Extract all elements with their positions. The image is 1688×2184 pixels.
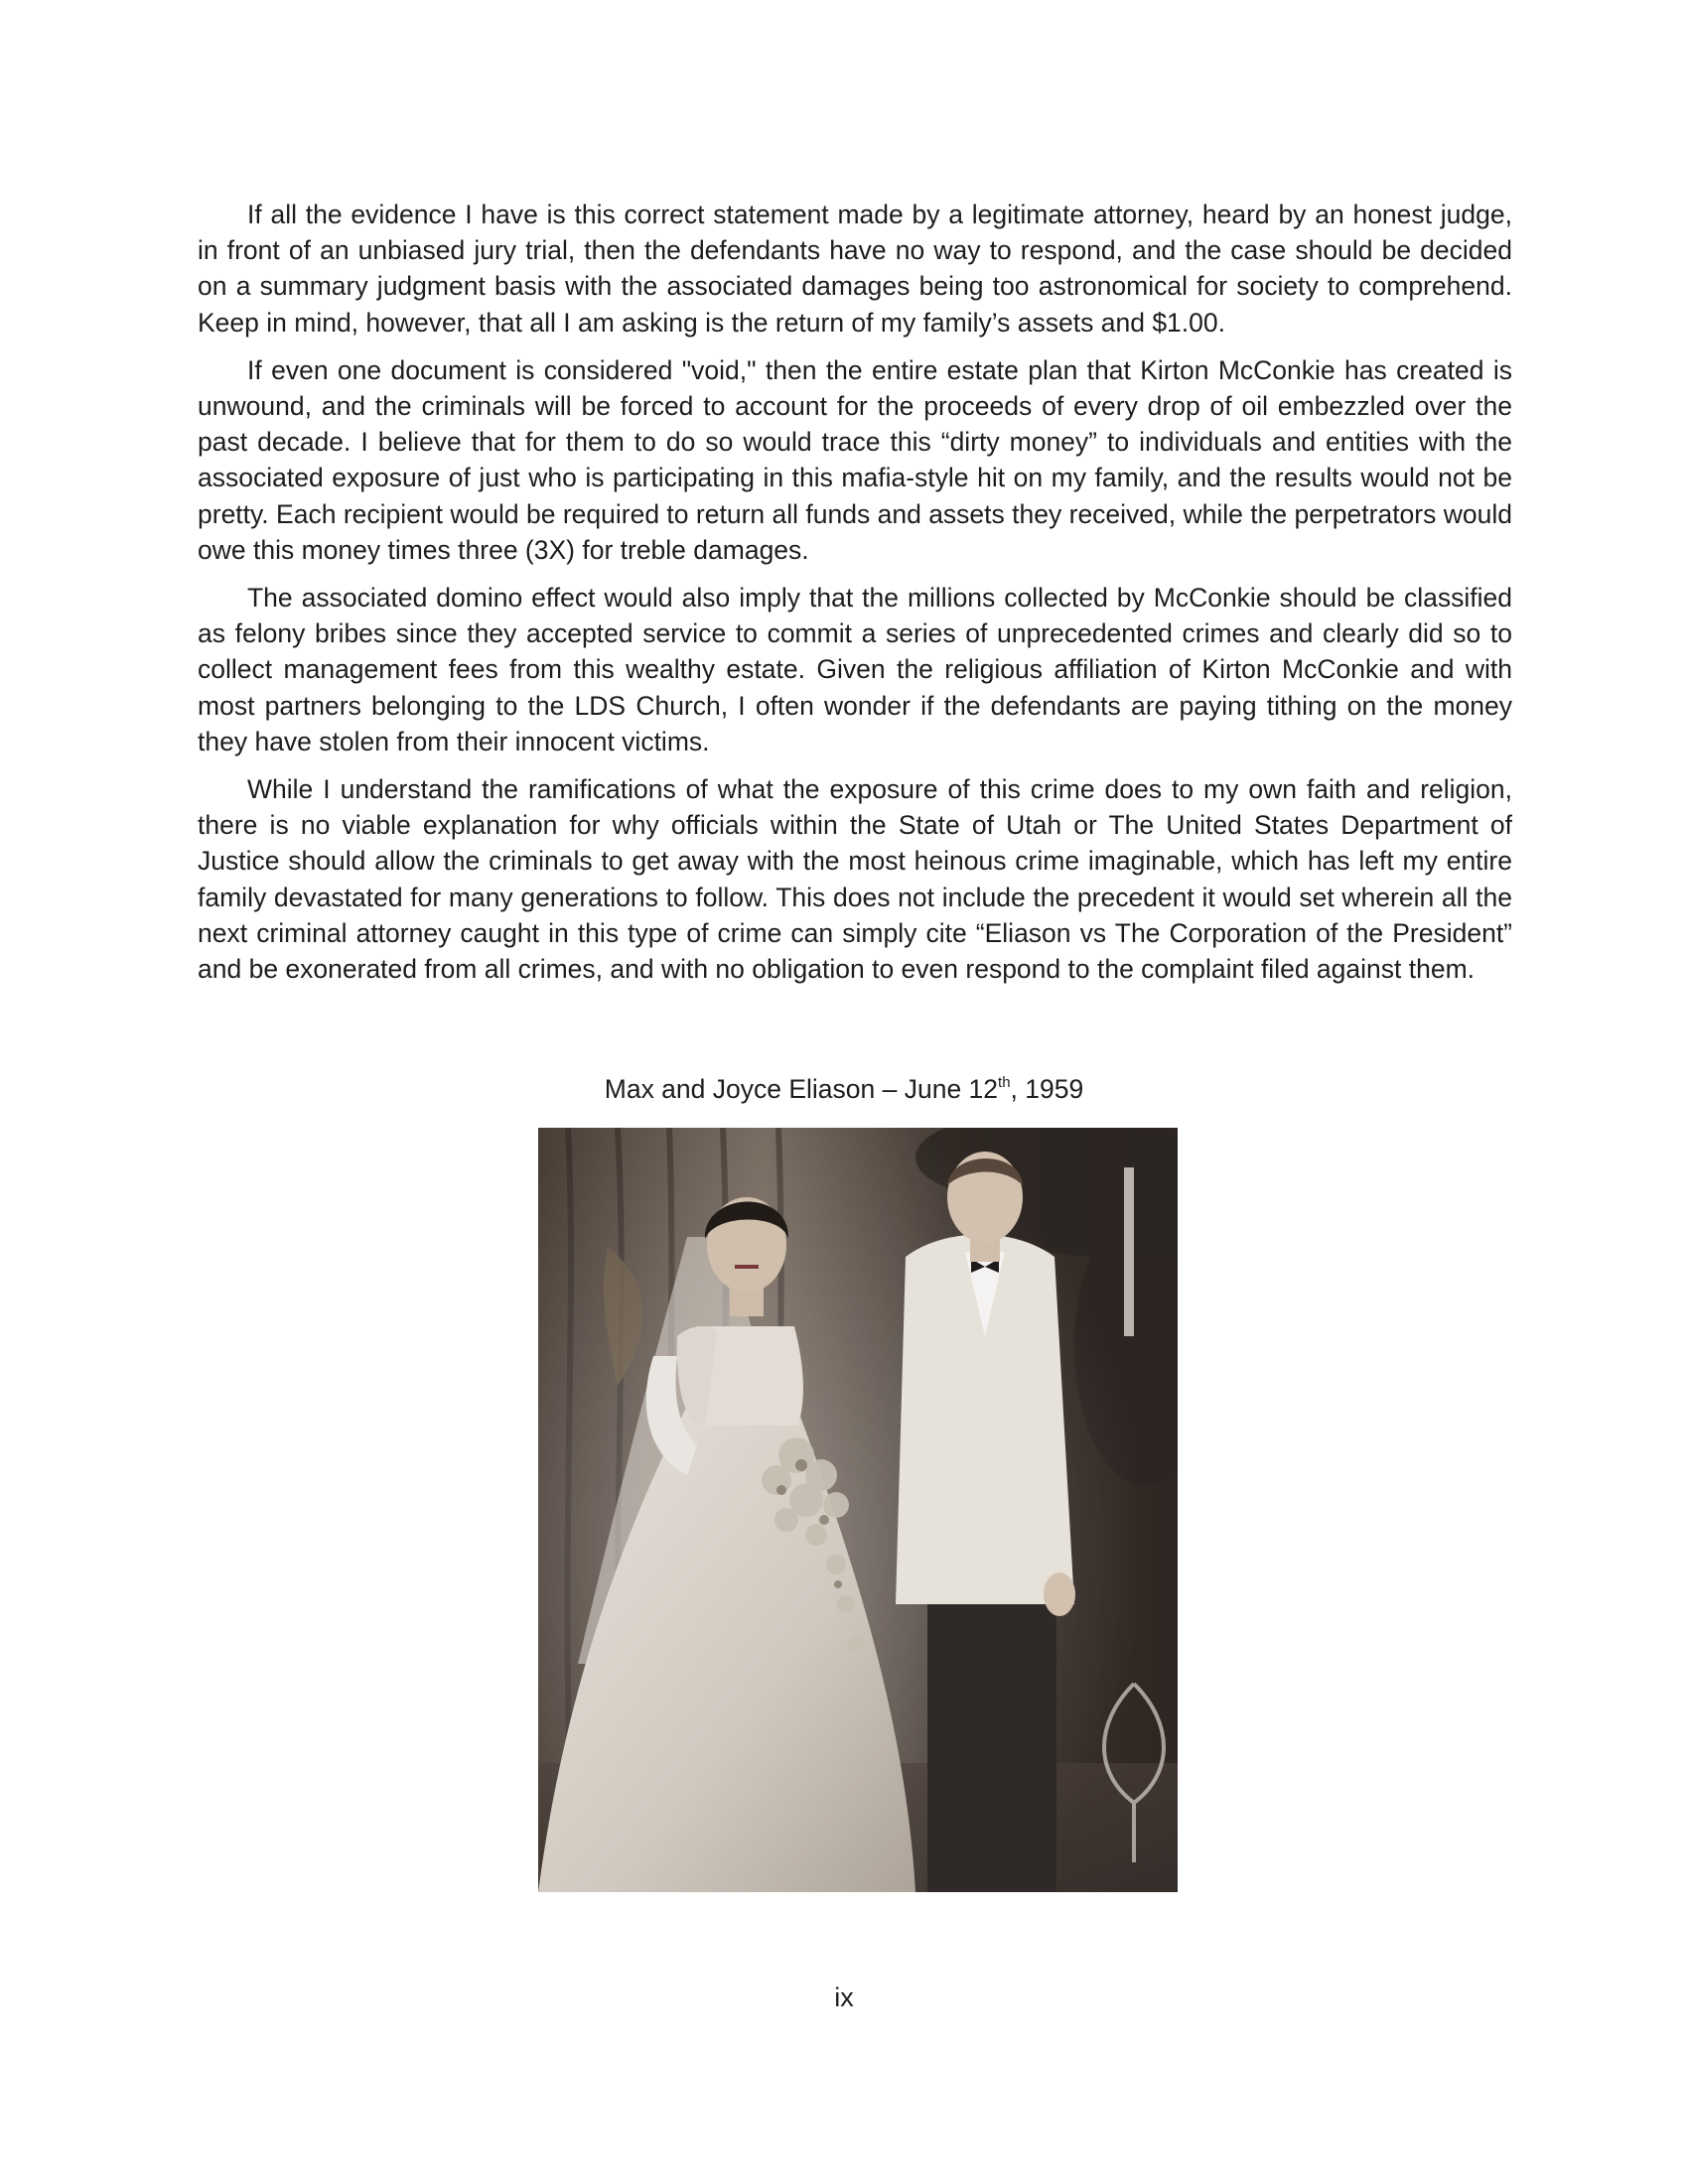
photo-caption [0, 1072, 1688, 1106]
caption-superscript: th [998, 1074, 1011, 1091]
paragraph: While I understand the ramifications of what the exposure of this crime does to my own faith and religion, there is no viable explanation for why officials within the State of Utah or The United States Department of Justice should allow the criminals to get away with the most heinous crime imaginable, which has left my entire family devastated for many generations to follow. This does not include the precedent it would set wherein all the next criminal attorney caught in this type of crime can simply cite “Eliason vs The Corporation of the President” and be exonerated from all crimes, and with no obligation to even respond to the complaint filed against them. [198, 774, 1512, 985]
caption-year: , 1959 [1010, 1074, 1084, 1104]
paragraph: If even one document is considered "void," then the entire estate plan that Kirton McConkie has created is unwound, and the criminals will be forced to account for the proceeds of every drop of oil embezzled over the past decade. I believe that for them to do so would trace this “dirty money” to individuals and entities with the associated exposure of just who is participating in this mafia-style hit on my family, and the results would not be pretty. Each recipient would be required to return all funds and assets they received, while the perpetrators would owe this money times three (3X) for treble damages. [198, 354, 1512, 565]
body-text [198, 197, 1512, 999]
page-number: ix [834, 1982, 854, 2012]
paragraph: If all the evidence I have is this correct statement made by a legitimate attorney, heard by an honest judge, in front of an unbiased jury trial, then the defendants have no way to respond, and the case should be decided on a summary judgment basis with the associated damages being too astronomical for society to comprehend. Keep in mind, however, that all I am asking is the return of my family’s assets and $1.00. [198, 200, 1512, 338]
paragraph: The associated domino effect would also imply that the millions collected by McConkie should be classified as felony bribes since they accepted service to commit a series of unprecedented crimes and clearly did so to collect management fees from this wealthy estate. Given the religious affiliation of Kirton McConkie and with most partners belonging to the LDS Church, I often wonder if the defendants are paying tithing on the money they have stolen from their innocent victims. [198, 583, 1512, 756]
wedding-photo-illustration [538, 1128, 1178, 1892]
wedding-photo [538, 1128, 1178, 1892]
caption-text: Max and Joyce Eliason – June 12 [604, 1074, 999, 1104]
